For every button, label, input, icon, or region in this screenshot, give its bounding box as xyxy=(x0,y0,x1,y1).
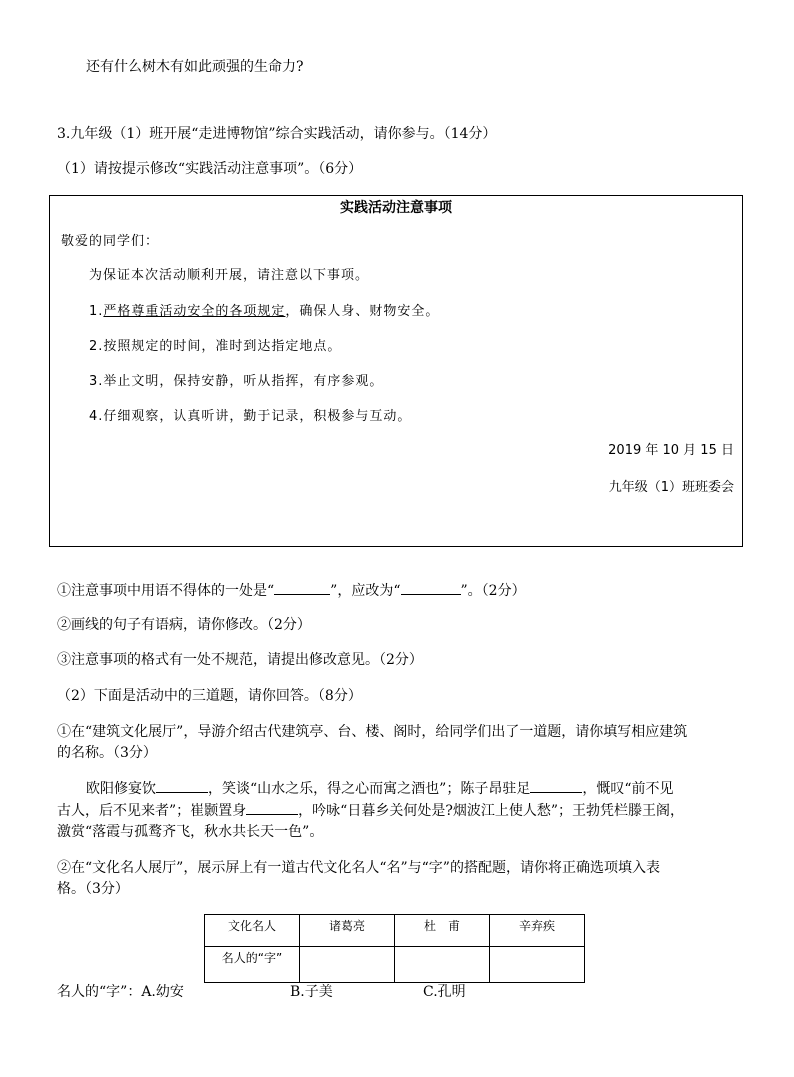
table-header-row xyxy=(205,915,585,947)
poem-line-2 xyxy=(57,800,684,821)
table-header-cell: 杜 甫 xyxy=(395,915,490,947)
notice-signature: 九年级（1）班班委会 xyxy=(608,480,734,495)
answer-blank[interactable] xyxy=(530,778,582,793)
poem-text: ，吟咏“日暮乡关何处是?烟波江上使人愁”；王勃凭栏滕王阁， xyxy=(298,803,684,819)
question-3-heading: 3.九年级（1）班开展“走进博物馆”综合实践活动，请你参与。（14分） xyxy=(57,126,497,142)
table-row xyxy=(205,947,585,983)
notice-item-4: 4.仔细观察，认真听讲，勤于记录，积极参与互动。 xyxy=(89,409,412,424)
notice-item-1-prefix: 1. xyxy=(89,304,104,319)
table-header-cell: 诸葛亮 xyxy=(300,915,395,947)
notice-box xyxy=(49,195,743,547)
notice-salutation: 敬爱的同学们： xyxy=(61,234,160,249)
table-row-label: 名人的“字” xyxy=(205,947,300,983)
table-answer-cell[interactable] xyxy=(300,947,395,983)
answer-blank[interactable] xyxy=(401,580,461,595)
answer-blank[interactable] xyxy=(156,778,208,793)
notice-item-1 xyxy=(89,303,439,321)
underlined-sentence: 严格尊重活动安全的各项规定 xyxy=(103,304,286,319)
option-b: B.子美 xyxy=(290,984,333,1000)
question-a-line-2: 的名称。（3分） xyxy=(57,745,157,761)
sub-question-1-text-a: ①注意事项中用语不得体的一处是“ xyxy=(57,583,275,599)
poem-line-3: 激赏“落霞与孤鹜齐飞，秋水共长天一色”。 xyxy=(57,824,324,840)
notice-title: 实践活动注意事项 xyxy=(340,200,452,216)
name-matching-table xyxy=(204,914,585,983)
sub-question-1 xyxy=(57,580,526,601)
poem-line-1 xyxy=(86,778,674,799)
notice-item-1-rest: ，确保人身、财物安全。 xyxy=(285,304,440,319)
sub-question-1-text-b: ”，应改为“ xyxy=(330,583,401,599)
table-answer-cell[interactable] xyxy=(395,947,490,983)
poem-text: 欧阳修宴饮 xyxy=(86,781,156,797)
options-label: 名人的“字”：A.幼安 xyxy=(57,984,184,1000)
part-2-heading: （2）下面是活动中的三道题，请你回答。（8分） xyxy=(57,688,362,704)
sub-question-1-text-c: ”。（2分） xyxy=(460,583,526,599)
table-header-cell: 文化名人 xyxy=(205,915,300,947)
sub-question-3: ③注意事项的格式有一处不规范，请提出修改意见。（2分） xyxy=(57,652,423,668)
option-c: C.孔明 xyxy=(423,984,466,1000)
sub-question-2: ②画线的句子有语病，请你修改。（2分） xyxy=(57,617,311,633)
answer-blank[interactable] xyxy=(246,800,298,815)
question-b-line-1: ②在“文化名人展厅”，展示屏上有一道古代文化名人“名”与“字”的搭配题，请你将正确选项填入表 xyxy=(57,860,660,876)
table-header-cell: 辛弃疾 xyxy=(490,915,585,947)
question-b-line-2: 格。（3分） xyxy=(57,881,129,897)
answer-blank[interactable] xyxy=(274,580,330,595)
notice-date: 2019 年 10 月 15 日 xyxy=(608,443,734,458)
table-answer-cell[interactable] xyxy=(490,947,585,983)
poem-text: ，笑谈“山水之乐，得之心而寓之酒也”；陈子昂驻足 xyxy=(208,781,531,797)
question-a-line-1: ①在“建筑文化展厅”，导游介绍古代建筑亭、台、楼、阁时，给同学们出了一道题，请你填写相应建筑 xyxy=(57,724,688,740)
poem-text: 古人，后不见来者”；崔颢置身 xyxy=(57,803,247,819)
notice-item-3: 3.举止文明，保持安静，听从指挥，有序参观。 xyxy=(89,374,384,389)
intro-line: 还有什么树木有如此顽强的生命力? xyxy=(86,59,304,75)
notice-item-2: 2.按照规定的时间，准时到达指定地点。 xyxy=(89,339,342,354)
poem-text: ，慨叹“前不见 xyxy=(582,781,674,797)
part-1-heading: （1）请按提示修改“实践活动注意事项”。（6分） xyxy=(57,161,363,177)
notice-intro: 为保证本次活动顺利开展，请注意以下事项。 xyxy=(89,268,370,283)
